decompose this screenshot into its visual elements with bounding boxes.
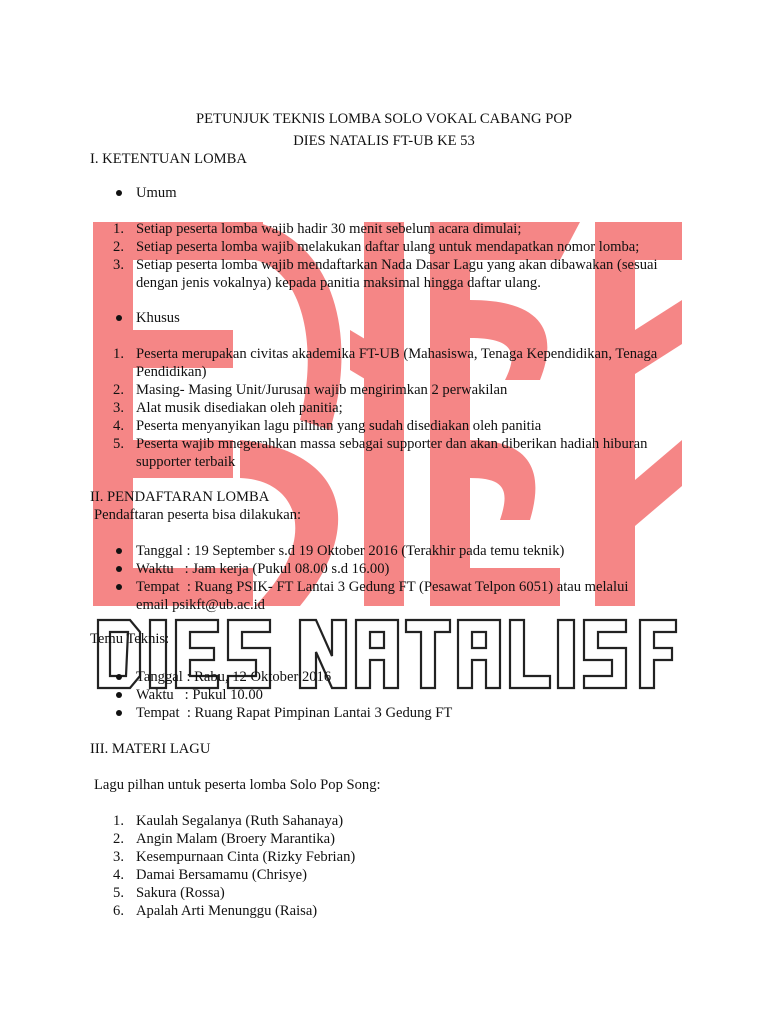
list-number: 4.: [113, 418, 124, 434]
pendaftaran-tempat: Tempat : Ruang PSIK- FT Lantai 3 Gedung FT (Pesawat Telpon 6051) atau melalui: [136, 579, 629, 595]
temu-tanggal: Tanggal : Rabu, 12 Oktober 2016: [136, 669, 332, 685]
section3-intro: Lagu pilhan untuk peserta lomba Solo Pop Song:: [94, 777, 381, 793]
khusus-item-5: Peserta wajib mnegerahkan massa sebagai supporter dan akan diberikan hadiah hiburan: [136, 436, 648, 452]
bullet-icon: [116, 315, 122, 321]
list-number: 2.: [113, 382, 124, 398]
list-number: 2.: [113, 239, 124, 255]
bullet-icon: [116, 190, 122, 196]
khusus-item-2: Masing- Masing Unit/Jurusan wajib mengirimkan 2 perwakilan: [136, 382, 508, 398]
umum-label: Umum: [136, 185, 177, 201]
temu-teknis-label: Temu Teknis:: [90, 631, 170, 647]
section2-intro: Pendaftaran peserta bisa dilakukan:: [94, 507, 302, 523]
bullet-icon: [116, 548, 122, 554]
pendaftaran-waktu: Waktu : Jam kerja (Pukul 08.00 s.d 16.00): [136, 561, 390, 577]
section1-heading: I. KETENTUAN LOMBA: [90, 151, 247, 167]
list-number: 3.: [113, 400, 124, 416]
list-number: 2.: [113, 831, 124, 847]
song-item-4: Damai Bersamamu (Chrisye): [136, 867, 308, 883]
list-number: 5.: [113, 436, 124, 452]
list-number: 4.: [113, 867, 124, 883]
khusus-item-3: Alat musik disediakan oleh panitia;: [136, 400, 343, 416]
section2-heading: II. PENDAFTARAN LOMBA: [90, 489, 270, 505]
list-number: 5.: [113, 885, 124, 901]
umum-item-2: Setiap peserta lomba wajib melakukan daftar ulang untuk mendapatkan nomor lomba;: [136, 239, 640, 255]
temu-waktu: Waktu : Pukul 10.00: [136, 687, 263, 703]
section3-heading: III. MATERI LAGU: [90, 741, 211, 757]
list-number: 3.: [113, 849, 124, 865]
list-number: 3.: [113, 257, 124, 273]
pendaftaran-tanggal: Tanggal : 19 September s.d 19 Oktober 2016 (Terakhir pada temu teknik): [136, 543, 565, 559]
khusus-item-1: Peserta merupakan civitas akademika FT-UB (Mahasiswa, Tenaga Kependidikan, Tenaga: [136, 346, 658, 362]
list-number: 1.: [113, 813, 124, 829]
umum-item-3-cont: dengan jenis vokalnya) kepada panitia maksimal hingga daftar ulang.: [136, 275, 541, 291]
song-item-3: Kesempurnaan Cinta (Rizky Febrian): [136, 849, 356, 865]
song-item-2: Angin Malam (Broery Marantika): [136, 831, 335, 847]
list-number: 1.: [113, 346, 124, 362]
bullet-icon: [116, 566, 122, 572]
khusus-label: Khusus: [136, 310, 180, 326]
umum-item-1: Setiap peserta lomba wajib hadir 30 menit sebelum acara dimulai;: [136, 221, 522, 237]
bullet-icon: [116, 584, 122, 590]
list-number: 6.: [113, 903, 124, 919]
song-item-5: Sakura (Rossa): [136, 885, 225, 901]
bullet-icon: [116, 674, 122, 680]
song-item-1: Kaulah Segalanya (Ruth Sahanaya): [136, 813, 344, 829]
khusus-item-4: Peserta menyanyikan lagu pilihan yang sudah disediakan oleh panitia: [136, 418, 542, 434]
doc-title-line1: PETUNJUK TEKNIS LOMBA SOLO VOKAL CABANG POP: [196, 111, 572, 127]
bullet-icon: [116, 710, 122, 716]
umum-item-3: Setiap peserta lomba wajib mendaftarkan Nada Dasar Lagu yang akan dibawakan (sesuai: [136, 257, 658, 273]
khusus-item-5-cont: supporter terbaik: [136, 454, 236, 470]
doc-title-line2: DIES NATALIS FT-UB KE 53: [293, 133, 475, 149]
temu-tempat: Tempat : Ruang Rapat Pimpinan Lantai 3 Gedung FT: [136, 705, 453, 721]
pendaftaran-email: email psikft@ub.ac.id: [136, 597, 265, 613]
khusus-item-1-cont: Pendidikan): [136, 364, 207, 380]
list-number: 1.: [113, 221, 124, 237]
song-item-6: Apalah Arti Menunggu (Raisa): [136, 903, 318, 919]
bullet-icon: [116, 692, 122, 698]
